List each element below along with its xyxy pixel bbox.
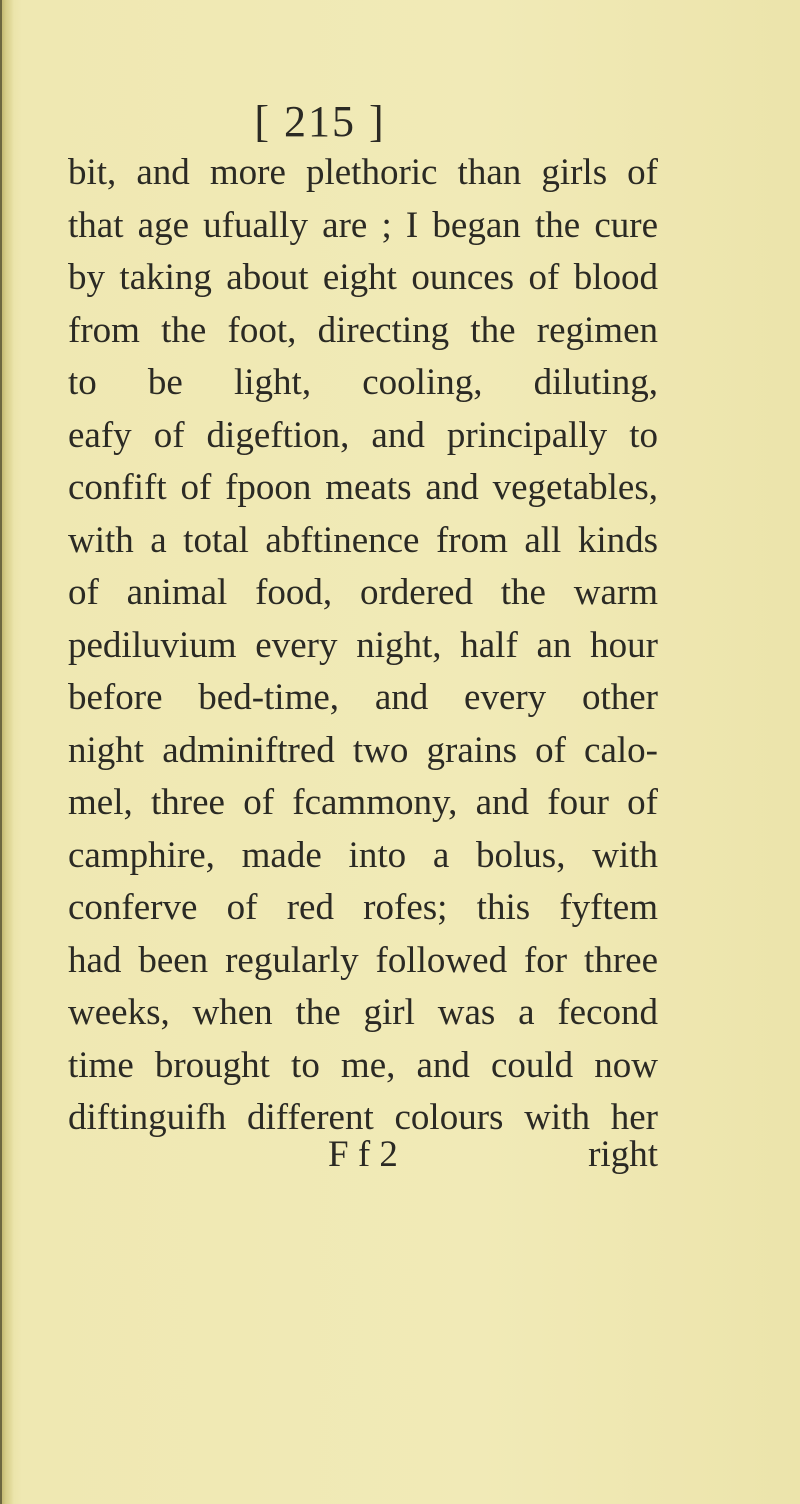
text-line: bit, and more plethoric than girls of <box>68 152 658 193</box>
text-line: to be light, cooling, diluting, <box>68 362 658 403</box>
text-line: from the foot, directing the regimen <box>68 309 658 351</box>
text-line: camphire, made into a bolus, with <box>68 834 658 876</box>
text-line: had been regularly followed for three <box>68 939 658 981</box>
footer-row <box>68 1129 658 1181</box>
binding-shadow <box>0 0 14 1504</box>
signature-mark: F f 2 <box>328 1134 398 1175</box>
text-line: time brought to me, and could now <box>68 1044 658 1086</box>
text-line: diftinguifh different colours with her <box>68 1097 658 1138</box>
text-line: by taking about eight ounces of blood <box>68 257 658 298</box>
text-line: night adminiftred two grains of calo- <box>68 729 658 771</box>
body-text <box>68 147 658 1145</box>
text-line: that age ufually are ; I began the cure <box>68 204 658 246</box>
text-line: with a total abftinence from all kinds <box>68 519 658 561</box>
catchword: right <box>588 1134 658 1175</box>
page-number-header: [ 215 ] <box>254 97 386 146</box>
gutter-edge <box>0 0 2 1504</box>
text-line: before bed-time, and every other <box>68 677 658 718</box>
text-line: of animal food, ordered the warm <box>68 572 658 613</box>
text-line: eafy of digeftion, and principally to <box>68 414 658 456</box>
text-line: pediluvium every night, half an hour <box>68 624 658 666</box>
text-line: mel, three of fcammony, and four of <box>68 782 658 823</box>
text-line: weeks, when the girl was a fecond <box>68 992 658 1033</box>
text-line: confift of fpoon meats and vegetables, <box>68 467 658 508</box>
text-line: conferve of red rofes; this fyftem <box>68 887 658 928</box>
